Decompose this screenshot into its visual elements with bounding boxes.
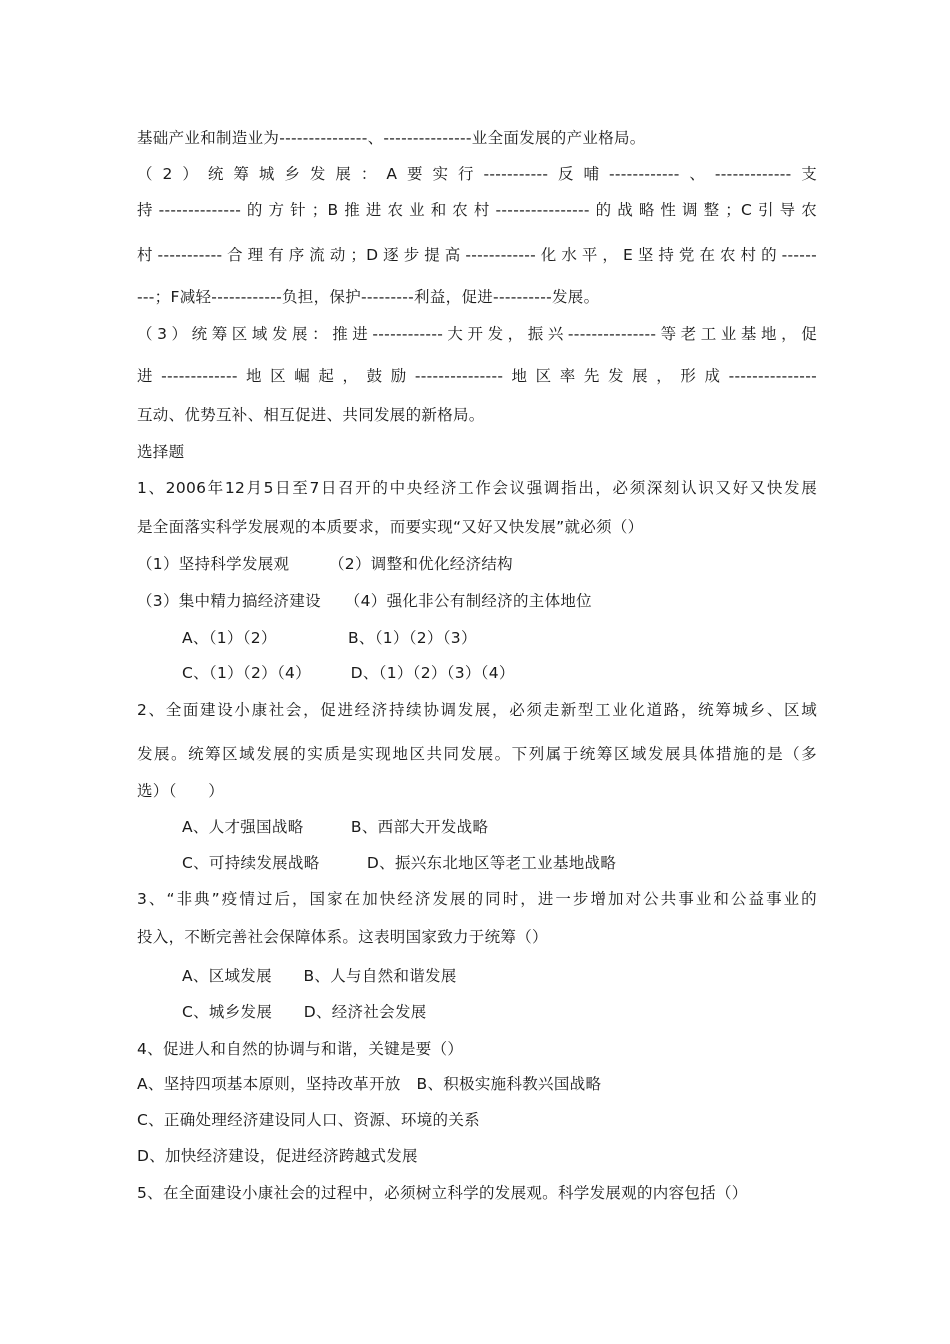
question-2: 2、全面建设小康社会，促进经济持续协调发展，必须走新型工业化道路，统筹城乡、区域 [137,701,817,719]
section-heading: 选择题 [137,443,185,461]
statement-line: （3）集中精力搞经济建设 （4）强化非公有制经济的主体地位 [137,592,592,610]
question-3: 3、“非典”疫情过后，国家在加快经济发展的同时，进一步增加对公共事业和公益事业的 [137,890,817,908]
text-line: 进-------------地区崛起，鼓励---------------地区率先发展，形成--------------- [137,367,817,385]
text-line: ---；F减轻------------负担，保护---------利益，促进----------发展。 [137,288,600,306]
question-1: 1、2006年12月5日至7日召开的中央经济工作会议强调指出，必须深刻认识又好又快发展 [137,479,817,497]
text-line: 选）（ ） [137,782,225,800]
question-5: 5、在全面建设小康社会的过程中，必须树立科学的发展观。科学发展观的内容包括（） [137,1184,748,1202]
options-line: C、（1）（2）（4） D、（1）（2）（3）（4） [182,664,515,682]
text-line: （2）统筹城乡发展：A要实行-----------反哺------------、-------------支 [137,165,817,183]
options-line: C、城乡发展 D、经济社会发展 [182,1003,427,1021]
options-line: A、人才强国战略 B、西部大开发战略 [182,818,489,836]
options-line: D、加快经济建设，促进经济跨越式发展 [137,1147,418,1165]
text-line: 村-----------合理有序流动；D逐步提高------------化水平，E坚持党在农村的------ [137,246,817,264]
text-line: 基础产业和制造业为---------------、---------------业全面发展的产业格局。 [137,129,646,147]
options-line: C、可持续发展战略 D、振兴东北地区等老工业基地战略 [182,854,617,872]
text-line: 投入，不断完善社会保障体系。这表明国家致力于统筹（） [137,928,548,946]
text-line: 互动、优势互补、相互促进、共同发展的新格局。 [137,406,485,424]
options-line: A、坚持四项基本原则，坚持改革开放 B、积极实施科教兴国战略 [137,1075,602,1093]
options-line: C、正确处理经济建设同人口、资源、环境的关系 [137,1111,480,1129]
text-line: 发展。统筹区域发展的实质是实现地区共同发展。下列属于统筹区域发展具体措施的是（多 [137,745,817,763]
options-line: A、（1）（2） B、（1）（2）（3） [182,629,477,647]
text-line: 是全面落实科学发展观的本质要求，而要实现“又好又快发展”就必须（） [137,518,644,536]
options-line: A、区域发展 B、人与自然和谐发展 [182,967,457,985]
text-line: （3）统筹区域发展：推进------------大开发，振兴---------------等老工业基地，促 [137,325,817,343]
text-line: 持--------------的方针；B推进农业和农村----------------的战略性调整；C引导农 [137,201,817,219]
question-4: 4、促进人和自然的协调与和谐，关键是要（） [137,1040,464,1058]
statement-line: （1）坚持科学发展观 （2）调整和优化经济结构 [137,555,513,573]
